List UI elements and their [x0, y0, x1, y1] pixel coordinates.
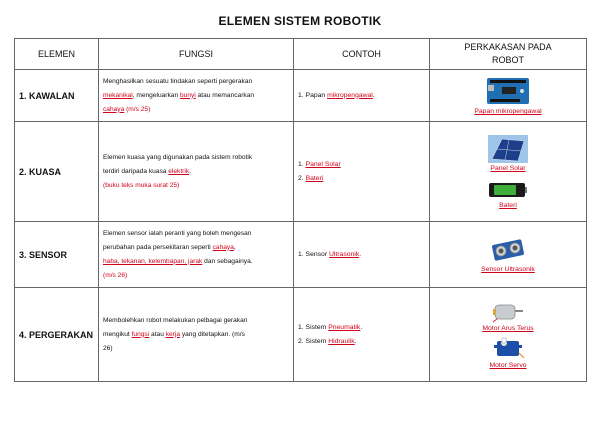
- fungsi-kawalan: Menghasilkan sesuatu tindakan seperti pergerakan mekanikal, mengeluarkan bunyi atau memancarkan cahaya (m/s 25): [99, 70, 294, 122]
- servo-motor-icon: [491, 336, 525, 360]
- link-cahaya[interactable]: cahaya: [103, 105, 125, 113]
- contoh-kuasa: 1. Panel Solar 2. Bateri: [294, 122, 430, 222]
- alat-label-motor-arus-terus[interactable]: Motor Arus Terus: [482, 324, 534, 332]
- contoh-sensor: 1. Sensor Ultrasonik.: [294, 222, 430, 288]
- header-perkakasan-line1: PERKAKASAN PADA: [464, 42, 552, 52]
- battery-icon: [488, 180, 528, 200]
- alat-label-papan[interactable]: Papan mikropengawal: [474, 108, 542, 115]
- elemen-kuasa: 2. KUASA: [15, 122, 99, 222]
- header-contoh: CONTOH: [294, 39, 430, 70]
- robotic-elements-table: [14, 38, 587, 382]
- contoh-pergerakan: 1. Sistem Pneumatik. 2. Sistem Hidraulik.: [294, 288, 430, 382]
- link-mekanikal[interactable]: mekanikal: [103, 91, 133, 99]
- elemen-kawalan: 1. KAWALAN: [15, 70, 99, 122]
- link-panel-solar[interactable]: Panel Solar: [305, 160, 341, 168]
- link-kerja[interactable]: kerja: [165, 330, 180, 338]
- alat-sensor: [430, 222, 587, 288]
- table-row-pergerakan: [15, 288, 587, 382]
- header-fungsi: FUNGSI: [99, 39, 294, 70]
- alat-pergerakan: [430, 288, 587, 382]
- contoh-kawalan: 1. Papan mikropengawal.: [294, 70, 430, 122]
- header-perkakasan-line2: ROBOT: [491, 55, 524, 65]
- header-elemen: ELEMEN: [15, 39, 99, 70]
- alat-kuasa: [430, 122, 587, 222]
- ultrasonic-sensor-icon: [490, 236, 526, 264]
- microcontroller-board-icon: [486, 76, 530, 106]
- alat-label-sensor-ultrasonik[interactable]: Sensor Ultrasonik: [481, 266, 535, 273]
- page-title: ELEMEN SISTEM ROBOTIK: [218, 14, 382, 28]
- header-perkakasan: [430, 39, 587, 70]
- elemen-sensor: 3. SENSOR: [15, 222, 99, 288]
- link-haba-tekanan[interactable]: haba, tekanan, kelembapan, jarak: [103, 257, 203, 265]
- fungsi-kuasa: Elemen kuasa yang digunakan pada sistem robotik terdiri daripada kuasa elektrik. (buku teks muka surat 25): [99, 122, 294, 222]
- alat-label-motor-servo[interactable]: Motor Servo: [489, 361, 527, 369]
- table-row-kuasa: [15, 122, 587, 222]
- alat-kawalan: [430, 70, 587, 122]
- link-cahaya-sensor[interactable]: cahaya: [212, 243, 234, 251]
- solar-panel-icon: [488, 135, 528, 163]
- link-pneumatik[interactable]: Pneumatik: [328, 323, 361, 331]
- fungsi-sensor: Elemen sensor ialah peranti yang boleh mengesan perubahan pada persekitaran seperti cahaya, haba, tekanan, kelembapan, jarak dan sebagainya. (m/s 26): [99, 222, 294, 288]
- link-mikropengawal[interactable]: mikropengawal: [327, 91, 373, 99]
- alat-label-bateri[interactable]: Bateri: [499, 201, 517, 209]
- table-row-sensor: [15, 222, 587, 288]
- table-row-kawalan: [15, 70, 587, 122]
- link-bateri[interactable]: Bateri: [305, 174, 324, 182]
- link-elektrik[interactable]: elektrik: [168, 167, 190, 175]
- link-hidraulik[interactable]: Hidraulik: [328, 337, 355, 345]
- dc-motor-icon: [491, 301, 525, 323]
- fungsi-pergerakan: Membolehkan robot melakukan pelbagai gerakan mengikut fungsi atau kerja yang ditetapkan. (m/s 26): [99, 288, 294, 382]
- link-fungsi[interactable]: fungsi: [131, 330, 150, 338]
- alat-label-panel-solar[interactable]: Panel Solar: [490, 164, 526, 172]
- link-ultrasonik[interactable]: Ultrasonik: [328, 250, 360, 258]
- link-bunyi[interactable]: bunyi: [179, 91, 196, 99]
- table-header-row: [15, 39, 587, 70]
- elemen-pergerakan: 4. PERGERAKAN: [15, 288, 99, 382]
